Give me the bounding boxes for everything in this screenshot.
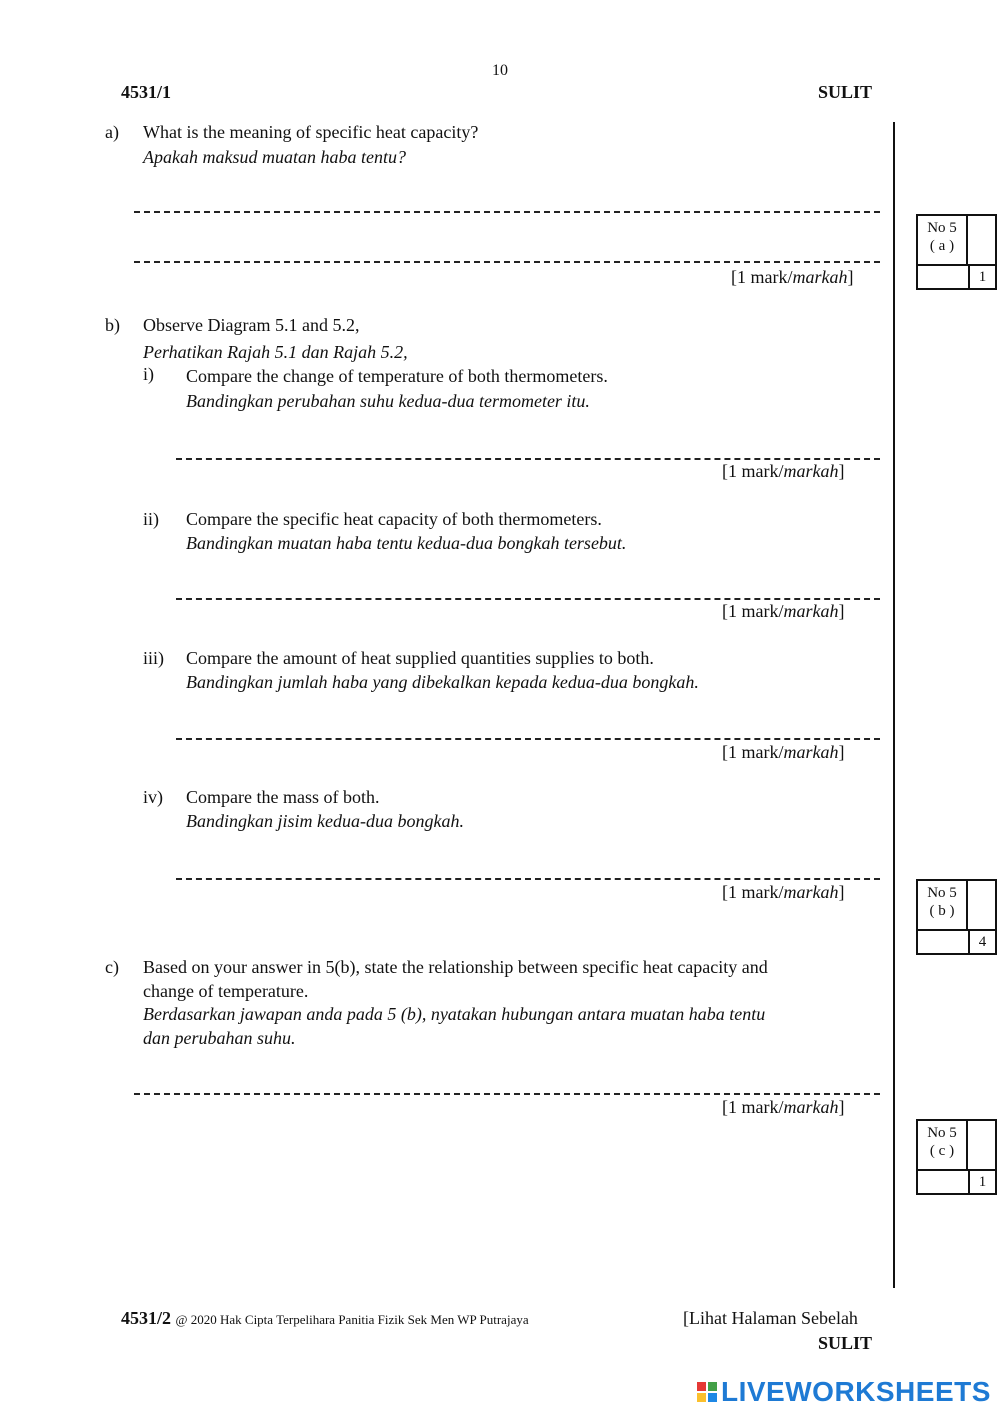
score-awarded[interactable] (918, 931, 970, 953)
score-input[interactable] (970, 216, 995, 264)
score-awarded[interactable] (918, 266, 970, 288)
question-c-text-1: Based on your answer in 5(b), state the relationship between specific heat capacity and (143, 957, 768, 977)
question-b-label: b) (105, 315, 120, 335)
score-input[interactable] (970, 881, 995, 929)
paper-code: 4531/1 (121, 82, 172, 102)
part-i-text-ms: Bandingkan perubahan suhu kedua-dua termometer itu. (186, 391, 590, 411)
mark-b3: [1 mark/markah] (722, 742, 845, 762)
footer-code: 4531/2 @ 2020 Hak Cipta Terpelihara Panitia Fizik Sek Men WP Putrajaya (121, 1308, 529, 1328)
score-box-label: No 5 ( b ) (918, 881, 968, 929)
question-b-intro-ms: Perhatikan Rajah 5.1 dan Rajah 5.2, (143, 342, 408, 362)
score-awarded[interactable] (918, 1171, 970, 1193)
part-ii-text-ms: Bandingkan muatan haba tentu kedua-dua bongkah tersebut. (186, 533, 627, 553)
answer-line-a1[interactable] (134, 211, 880, 213)
logo-text: LIVEWORKSHEETS (721, 1376, 991, 1407)
question-b-intro: Observe Diagram 5.1 and 5.2, (143, 315, 360, 335)
question-c-text-2: change of temperature. (143, 981, 309, 1001)
question-a-text: What is the meaning of specific heat capacity? (143, 122, 479, 142)
part-ii-label: ii) (143, 509, 159, 529)
part-iv-text-ms: Bandingkan jisim kedua-dua bongkah. (186, 811, 464, 831)
score-input[interactable] (970, 1121, 995, 1169)
part-ii-text: Compare the specific heat capacity of both thermometers. (186, 509, 602, 529)
part-i-text: Compare the change of temperature of both thermometers. (186, 366, 608, 386)
score-box-a (916, 214, 997, 290)
part-iv-text: Compare the mass of both. (186, 787, 380, 807)
part-iii-text: Compare the amount of heat supplied quantities supplies to both. (186, 648, 654, 668)
question-c-text-ms-1: Berdasarkan jawapan anda pada 5 (b), nyatakan hubungan antara muatan haba tentu (143, 1004, 766, 1024)
answer-line-b1[interactable] (176, 458, 880, 460)
classification-label: SULIT (818, 82, 873, 102)
answer-line-a2[interactable] (134, 261, 880, 263)
liveworksheets-logo[interactable] (697, 1376, 991, 1408)
part-iii-text-ms: Bandingkan jumlah haba yang dibekalkan kepada kedua-dua bongkah. (186, 672, 699, 692)
mark-a: [1 mark/markah] (731, 267, 854, 287)
answer-line-b2[interactable] (176, 598, 880, 600)
question-c-text-ms-2: dan perubahan suhu. (143, 1028, 296, 1048)
mark-b4: [1 mark/markah] (722, 882, 845, 902)
mark-c: [1 mark/markah] (722, 1097, 845, 1117)
score-box-label: No 5 ( c ) (918, 1121, 968, 1169)
question-a-text-ms: Apakah maksud muatan haba tentu? (143, 147, 406, 167)
question-a-label: a) (105, 122, 119, 142)
margin-rule (893, 122, 895, 1288)
part-iv-label: iv) (143, 787, 163, 807)
score-max: 1 (978, 1174, 987, 1190)
question-c-label: c) (105, 957, 119, 977)
score-max: 1 (978, 269, 987, 285)
score-box-b (916, 879, 997, 955)
page-number: 10 (492, 62, 508, 79)
mark-b2: [1 mark/markah] (722, 601, 845, 621)
part-iii-label: iii) (143, 648, 164, 668)
mark-b1: [1 mark/markah] (722, 461, 845, 481)
score-max: 4 (978, 934, 987, 950)
answer-line-b4[interactable] (176, 878, 880, 880)
score-box-c (916, 1119, 997, 1195)
logo-icon (697, 1382, 717, 1402)
answer-line-b3[interactable] (176, 738, 880, 740)
answer-line-c[interactable] (134, 1093, 880, 1095)
footer-classification: SULIT (818, 1333, 873, 1353)
score-box-label: No 5 ( a ) (918, 216, 968, 264)
part-i-label: i) (143, 364, 154, 384)
footer-next-page: [Lihat Halaman Sebelah (683, 1308, 858, 1328)
